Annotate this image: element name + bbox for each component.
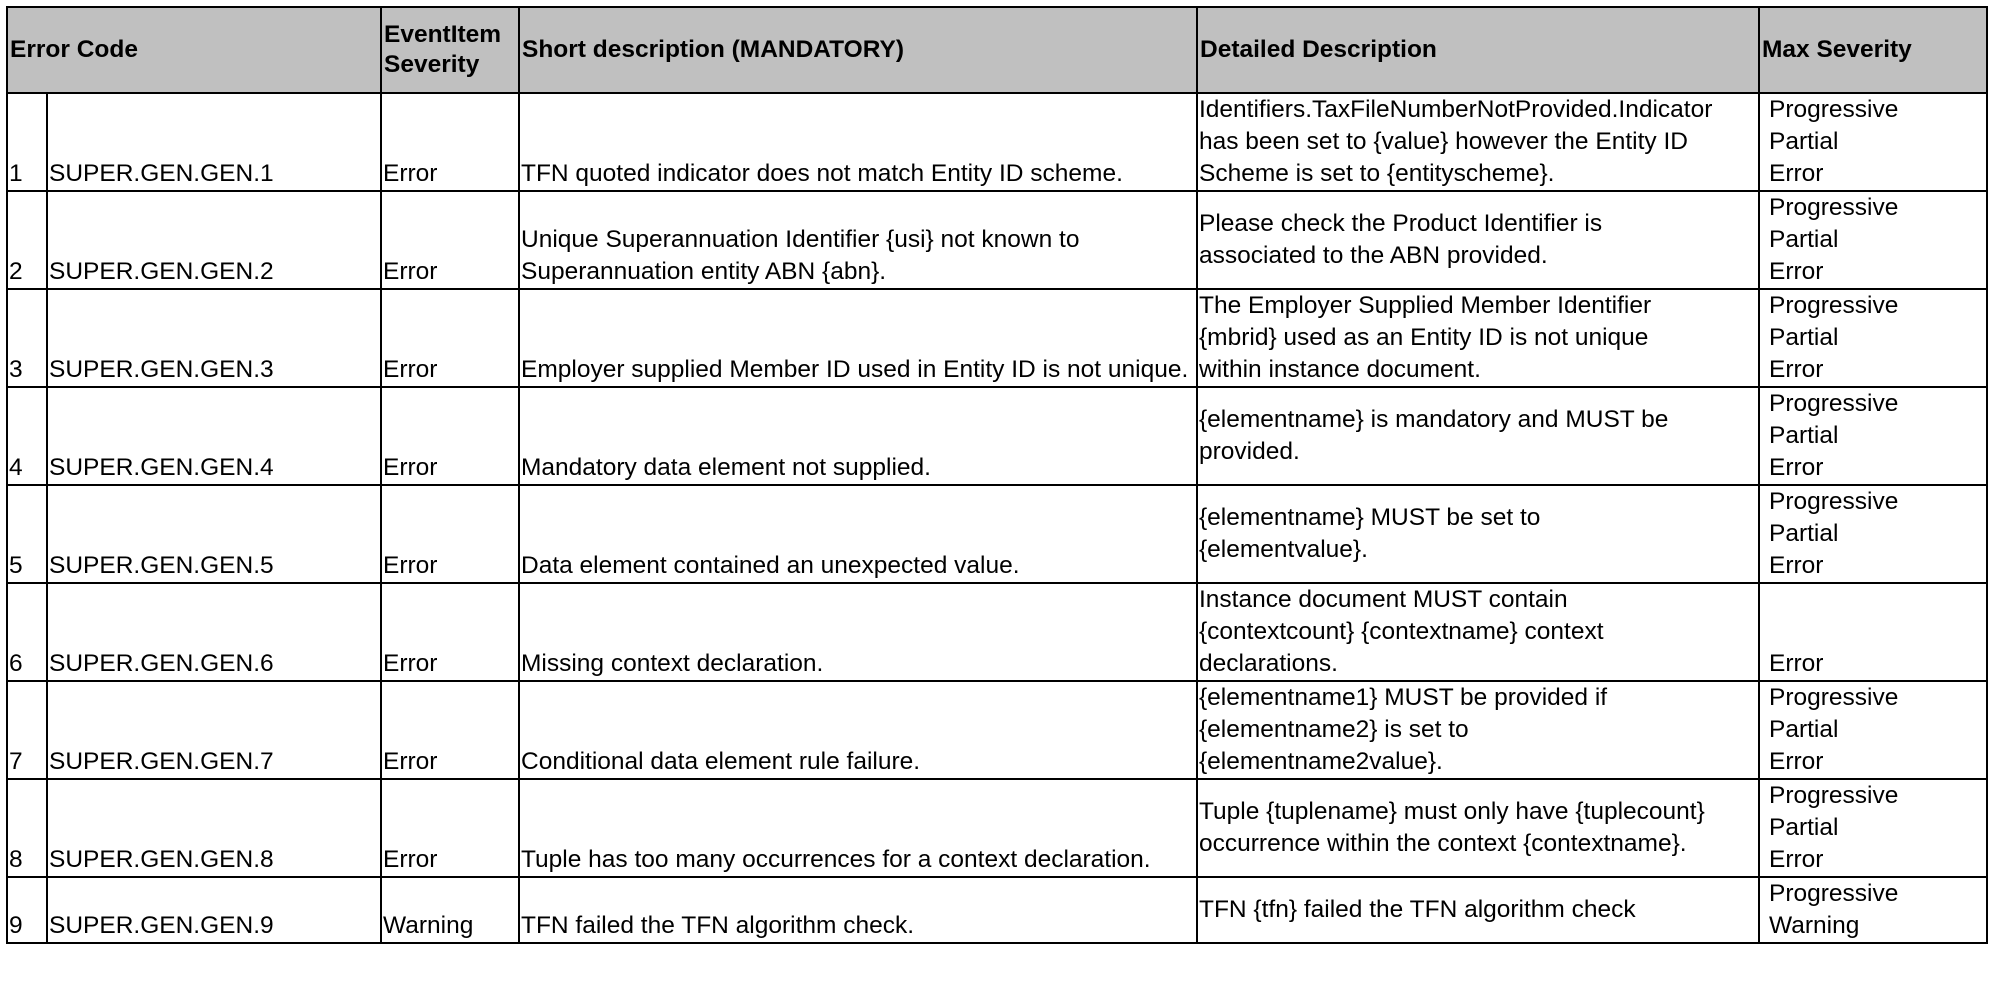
- max-severity-line: Partial: [1769, 716, 1839, 743]
- detailed-description-cell[interactable]: [1197, 485, 1759, 583]
- row-number-cell[interactable]: 4: [7, 387, 47, 485]
- detailed-description-line: within instance document.: [1199, 356, 1481, 383]
- detailed-description-line: Scheme is set to {entityscheme}.: [1199, 160, 1555, 187]
- severity-cell[interactable]: Error: [381, 289, 519, 387]
- table-row[interactable]: [7, 681, 1987, 779]
- severity-cell[interactable]: Error: [381, 681, 519, 779]
- severity-cell[interactable]: Warning: [381, 877, 519, 943]
- row-number-cell[interactable]: 1: [7, 93, 47, 191]
- detailed-description-line: {mbrid} used as an Entity ID is not unique: [1199, 324, 1649, 351]
- max-severity-cell[interactable]: [1759, 877, 1987, 943]
- max-severity-line: Error: [1769, 552, 1824, 579]
- max-severity-line: Error: [1769, 650, 1824, 677]
- max-severity-line: Progressive: [1769, 684, 1899, 711]
- max-severity-line: Partial: [1769, 324, 1839, 351]
- error-code-cell[interactable]: SUPER.GEN.GEN.1: [47, 93, 381, 191]
- error-code-cell[interactable]: SUPER.GEN.GEN.2: [47, 191, 381, 289]
- max-severity-line: Partial: [1769, 520, 1839, 547]
- max-severity-line: Partial: [1769, 814, 1839, 841]
- max-severity-line: Progressive: [1769, 782, 1899, 809]
- short-description-cell[interactable]: Tuple has too many occurrences for a context declaration.: [519, 779, 1197, 877]
- max-severity-line: Error: [1769, 846, 1824, 873]
- table-body: [7, 93, 1987, 943]
- severity-cell[interactable]: Error: [381, 93, 519, 191]
- severity-cell[interactable]: Error: [381, 387, 519, 485]
- detailed-description-cell[interactable]: [1197, 289, 1759, 387]
- detailed-description-cell[interactable]: [1197, 191, 1759, 289]
- detailed-description-cell[interactable]: [1197, 93, 1759, 191]
- error-code-cell[interactable]: SUPER.GEN.GEN.6: [47, 583, 381, 681]
- header-row: [7, 7, 1987, 93]
- detailed-description-line: Tuple {tuplename} must only have {tuplecount}: [1199, 798, 1705, 825]
- table-row[interactable]: [7, 191, 1987, 289]
- error-code-cell[interactable]: SUPER.GEN.GEN.9: [47, 877, 381, 943]
- max-severity-cell[interactable]: [1759, 779, 1987, 877]
- detailed-description-line: {elementname2} is set to: [1199, 716, 1469, 743]
- detailed-description-line: Please check the Product Identifier is: [1199, 210, 1603, 237]
- detailed-description-line: occurrence within the context {contextname}.: [1199, 830, 1687, 857]
- detailed-description-line: provided.: [1199, 438, 1300, 465]
- max-severity-line: Error: [1769, 160, 1824, 187]
- error-code-cell[interactable]: SUPER.GEN.GEN.5: [47, 485, 381, 583]
- table-row[interactable]: [7, 387, 1987, 485]
- detailed-description-line: Instance document MUST contain: [1199, 586, 1568, 613]
- header-eventitem-severity-line1: EventItem: [384, 21, 502, 48]
- detailed-description-line: {elementname1} MUST be provided if: [1199, 684, 1608, 711]
- row-number-cell[interactable]: 2: [7, 191, 47, 289]
- short-description-cell[interactable]: Unique Superannuation Identifier {usi} not known to Superannuation entity ABN {abn}.: [519, 191, 1197, 289]
- detailed-description-line: The Employer Supplied Member Identifier: [1199, 292, 1652, 319]
- detailed-description-cell[interactable]: [1197, 583, 1759, 681]
- table-header: [7, 7, 1987, 93]
- max-severity-cell[interactable]: [1759, 191, 1987, 289]
- table-row[interactable]: [7, 583, 1987, 681]
- detailed-description-line: {elementvalue}.: [1199, 536, 1368, 563]
- short-description-cell[interactable]: TFN failed the TFN algorithm check.: [519, 877, 1197, 943]
- max-severity-line: Progressive: [1769, 880, 1899, 907]
- detailed-description-line: {elementname} is mandatory and MUST be: [1199, 406, 1669, 433]
- header-error-code: Error Code: [7, 7, 381, 93]
- header-eventitem-severity: [381, 7, 519, 93]
- table-row[interactable]: [7, 779, 1987, 877]
- short-description-cell[interactable]: TFN quoted indicator does not match Entity ID scheme.: [519, 93, 1197, 191]
- table-row[interactable]: [7, 93, 1987, 191]
- max-severity-cell[interactable]: [1759, 681, 1987, 779]
- max-severity-line: Warning: [1769, 912, 1860, 939]
- detailed-description-line: Identifiers.TaxFileNumberNotProvided.Indicator: [1199, 96, 1713, 123]
- detailed-description-line: {contextcount} {contextname} context: [1199, 618, 1604, 645]
- max-severity-line: Error: [1769, 748, 1824, 775]
- max-severity-cell[interactable]: [1759, 387, 1987, 485]
- max-severity-line: Partial: [1769, 128, 1839, 155]
- short-description-cell[interactable]: Conditional data element rule failure.: [519, 681, 1197, 779]
- error-code-cell[interactable]: SUPER.GEN.GEN.4: [47, 387, 381, 485]
- detailed-description-line: TFN {tfn} failed the TFN algorithm check: [1199, 896, 1636, 923]
- error-code-cell[interactable]: SUPER.GEN.GEN.3: [47, 289, 381, 387]
- error-code-cell[interactable]: SUPER.GEN.GEN.7: [47, 681, 381, 779]
- short-description-cell[interactable]: Employer supplied Member ID used in Entity ID is not unique.: [519, 289, 1197, 387]
- max-severity-line: Error: [1769, 454, 1824, 481]
- short-description-cell[interactable]: Mandatory data element not supplied.: [519, 387, 1197, 485]
- detailed-description-cell[interactable]: [1197, 681, 1759, 779]
- row-number-cell[interactable]: 8: [7, 779, 47, 877]
- max-severity-line: Progressive: [1769, 194, 1899, 221]
- max-severity-line: Progressive: [1769, 96, 1899, 123]
- detailed-description-cell[interactable]: [1197, 779, 1759, 877]
- severity-cell[interactable]: Error: [381, 485, 519, 583]
- detailed-description-line: {elementname} MUST be set to: [1199, 504, 1541, 531]
- short-description-cell[interactable]: Data element contained an unexpected value.: [519, 485, 1197, 583]
- row-number-cell[interactable]: 6: [7, 583, 47, 681]
- table-row[interactable]: [7, 485, 1987, 583]
- row-number-cell[interactable]: 3: [7, 289, 47, 387]
- row-number-cell[interactable]: 7: [7, 681, 47, 779]
- error-code-table: [6, 6, 1988, 944]
- max-severity-line: Error: [1769, 258, 1824, 285]
- detailed-description-line: {elementname2value}.: [1199, 748, 1443, 775]
- short-description-cell[interactable]: Missing context declaration.: [519, 583, 1197, 681]
- severity-cell[interactable]: Error: [381, 779, 519, 877]
- error-code-cell[interactable]: SUPER.GEN.GEN.8: [47, 779, 381, 877]
- header-max-severity: Max Severity: [1759, 7, 1987, 93]
- max-severity-line: Progressive: [1769, 292, 1899, 319]
- detailed-description-cell[interactable]: [1197, 387, 1759, 485]
- max-severity-line: Progressive: [1769, 390, 1899, 417]
- row-number-cell[interactable]: 5: [7, 485, 47, 583]
- row-number-cell[interactable]: 9: [7, 877, 47, 943]
- severity-cell[interactable]: Error: [381, 583, 519, 681]
- table-row[interactable]: [7, 289, 1987, 387]
- severity-cell[interactable]: Error: [381, 191, 519, 289]
- header-short-description: Short description (MANDATORY): [519, 7, 1197, 93]
- detailed-description-line: declarations.: [1199, 650, 1338, 677]
- max-severity-line: Partial: [1769, 422, 1839, 449]
- detailed-description-cell[interactable]: [1197, 877, 1759, 943]
- max-severity-cell[interactable]: [1759, 93, 1987, 191]
- header-detailed-description: Detailed Description: [1197, 7, 1759, 93]
- max-severity-line: Partial: [1769, 226, 1839, 253]
- table-row[interactable]: [7, 877, 1987, 943]
- max-severity-cell[interactable]: [1759, 289, 1987, 387]
- max-severity-cell[interactable]: [1759, 583, 1987, 681]
- max-severity-cell[interactable]: [1759, 485, 1987, 583]
- detailed-description-line: associated to the ABN provided.: [1199, 242, 1548, 269]
- header-eventitem-severity-line2: Severity: [384, 51, 480, 78]
- detailed-description-line: has been set to {value} however the Entity ID: [1199, 128, 1688, 155]
- max-severity-line: Progressive: [1769, 488, 1899, 515]
- max-severity-line: Error: [1769, 356, 1824, 383]
